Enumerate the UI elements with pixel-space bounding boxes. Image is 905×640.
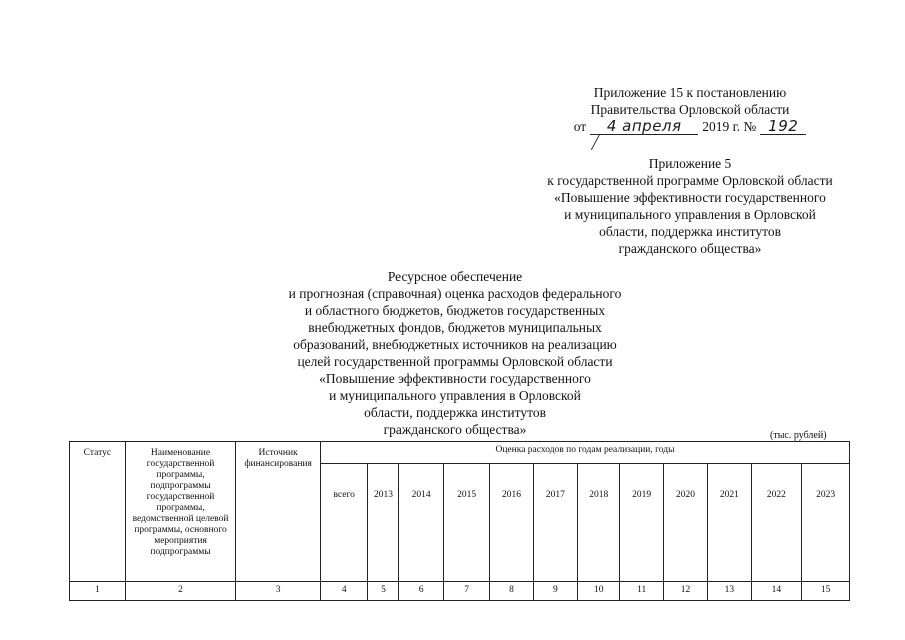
column-number: 13 — [708, 582, 751, 601]
header-source-line: финансирования — [244, 459, 312, 469]
title-line: внебюджетных фондов, бюджетов муниципальных — [308, 320, 602, 335]
annex-5-line: «Повышение эффективности государственного — [554, 190, 826, 205]
header-name-line: подпрограммы — [150, 481, 211, 491]
column-number: 8 — [490, 582, 533, 601]
header-year: 2013 — [368, 464, 399, 582]
column-number: 15 — [802, 582, 850, 601]
title-line: и муниципального управления в Орловской — [329, 388, 581, 403]
column-number: 14 — [751, 582, 802, 601]
title-line: и прогнозная (справочная) оценка расходов федерального — [288, 286, 622, 301]
annex-15-line-2: Правительства Орловской области — [590, 102, 790, 117]
annex-15-line-1: Приложение 15 к постановлению — [593, 85, 787, 100]
header-name-line: Наименование — [150, 448, 211, 458]
header-year: 2023 — [802, 464, 850, 582]
column-number: 2 — [125, 582, 236, 601]
header-year: 2022 — [751, 464, 802, 582]
column-number: 3 — [236, 582, 321, 601]
column-number: 4 — [320, 582, 368, 601]
pen-stroke-mark — [591, 134, 600, 150]
header-name-line: мероприятия — [154, 536, 207, 546]
header-year: 2019 — [620, 464, 663, 582]
title-line: и областного бюджетов, бюджетов государственных — [304, 303, 606, 318]
annex-15-header — [540, 84, 840, 135]
document-title — [255, 268, 655, 438]
header-name-line: программы, — [156, 503, 205, 513]
title-line: целей государственной программы Орловской области — [297, 354, 613, 369]
header-year: 2016 — [490, 464, 533, 582]
handwritten-date: 4 апреля — [590, 119, 698, 135]
annex-5-line: и муниципального управления в Орловской — [564, 207, 816, 222]
annex-15-date-line — [540, 118, 840, 135]
annex-5-line: Приложение 5 — [648, 156, 732, 171]
header-name-line: программы, основного — [134, 525, 227, 535]
column-number: 12 — [663, 582, 707, 601]
header-year: 2020 — [663, 464, 707, 582]
header-name-line: государственной — [146, 492, 215, 502]
title-line: образований, внебюджетных источников на реализацию — [293, 337, 617, 352]
header-year: 2014 — [399, 464, 443, 582]
column-number: 5 — [368, 582, 399, 601]
header-name-line: ведомственной целевой — [132, 514, 229, 524]
title-line: области, поддержка институтов — [364, 405, 546, 420]
header-year: 2015 — [443, 464, 489, 582]
title-line: Ресурсное обеспечение — [387, 269, 523, 284]
header-year: 2018 — [578, 464, 620, 582]
header-source — [236, 442, 321, 582]
header-total: всего — [320, 464, 368, 582]
date-prefix: от — [573, 119, 587, 134]
annex-5-line: области, поддержка институтов — [599, 224, 781, 239]
header-year: 2021 — [708, 464, 751, 582]
annex-5-header — [510, 155, 870, 257]
annex-5-line: к государственной программе Орловской области — [547, 173, 833, 188]
header-row-top — [70, 442, 850, 464]
units-note: (тыс. рублей) — [770, 430, 827, 441]
header-period: Оценка расходов по годам реализации, годы — [320, 442, 849, 464]
column-number: 11 — [620, 582, 663, 601]
annex-5-line: гражданского общества» — [618, 241, 762, 256]
column-number: 9 — [533, 582, 577, 601]
header-name — [125, 442, 236, 582]
resource-table — [69, 441, 850, 601]
title-line: «Повышение эффективности государственного — [319, 371, 591, 386]
header-name-line: программы, — [156, 470, 205, 480]
title-line: гражданского общества» — [383, 422, 527, 437]
column-number: 10 — [578, 582, 620, 601]
column-number: 6 — [399, 582, 443, 601]
header-name-line: государственной — [146, 459, 215, 469]
header-year: 2017 — [533, 464, 577, 582]
header-status: Статус — [70, 442, 126, 582]
column-number: 1 — [70, 582, 126, 601]
header-name-line: подпрограммы — [150, 547, 211, 557]
header-source-line: Источник — [258, 448, 298, 458]
year-text: 2019 г. № — [702, 119, 757, 134]
handwritten-number: 192 — [760, 119, 806, 135]
column-number: 7 — [443, 582, 489, 601]
column-number-row — [70, 582, 850, 601]
